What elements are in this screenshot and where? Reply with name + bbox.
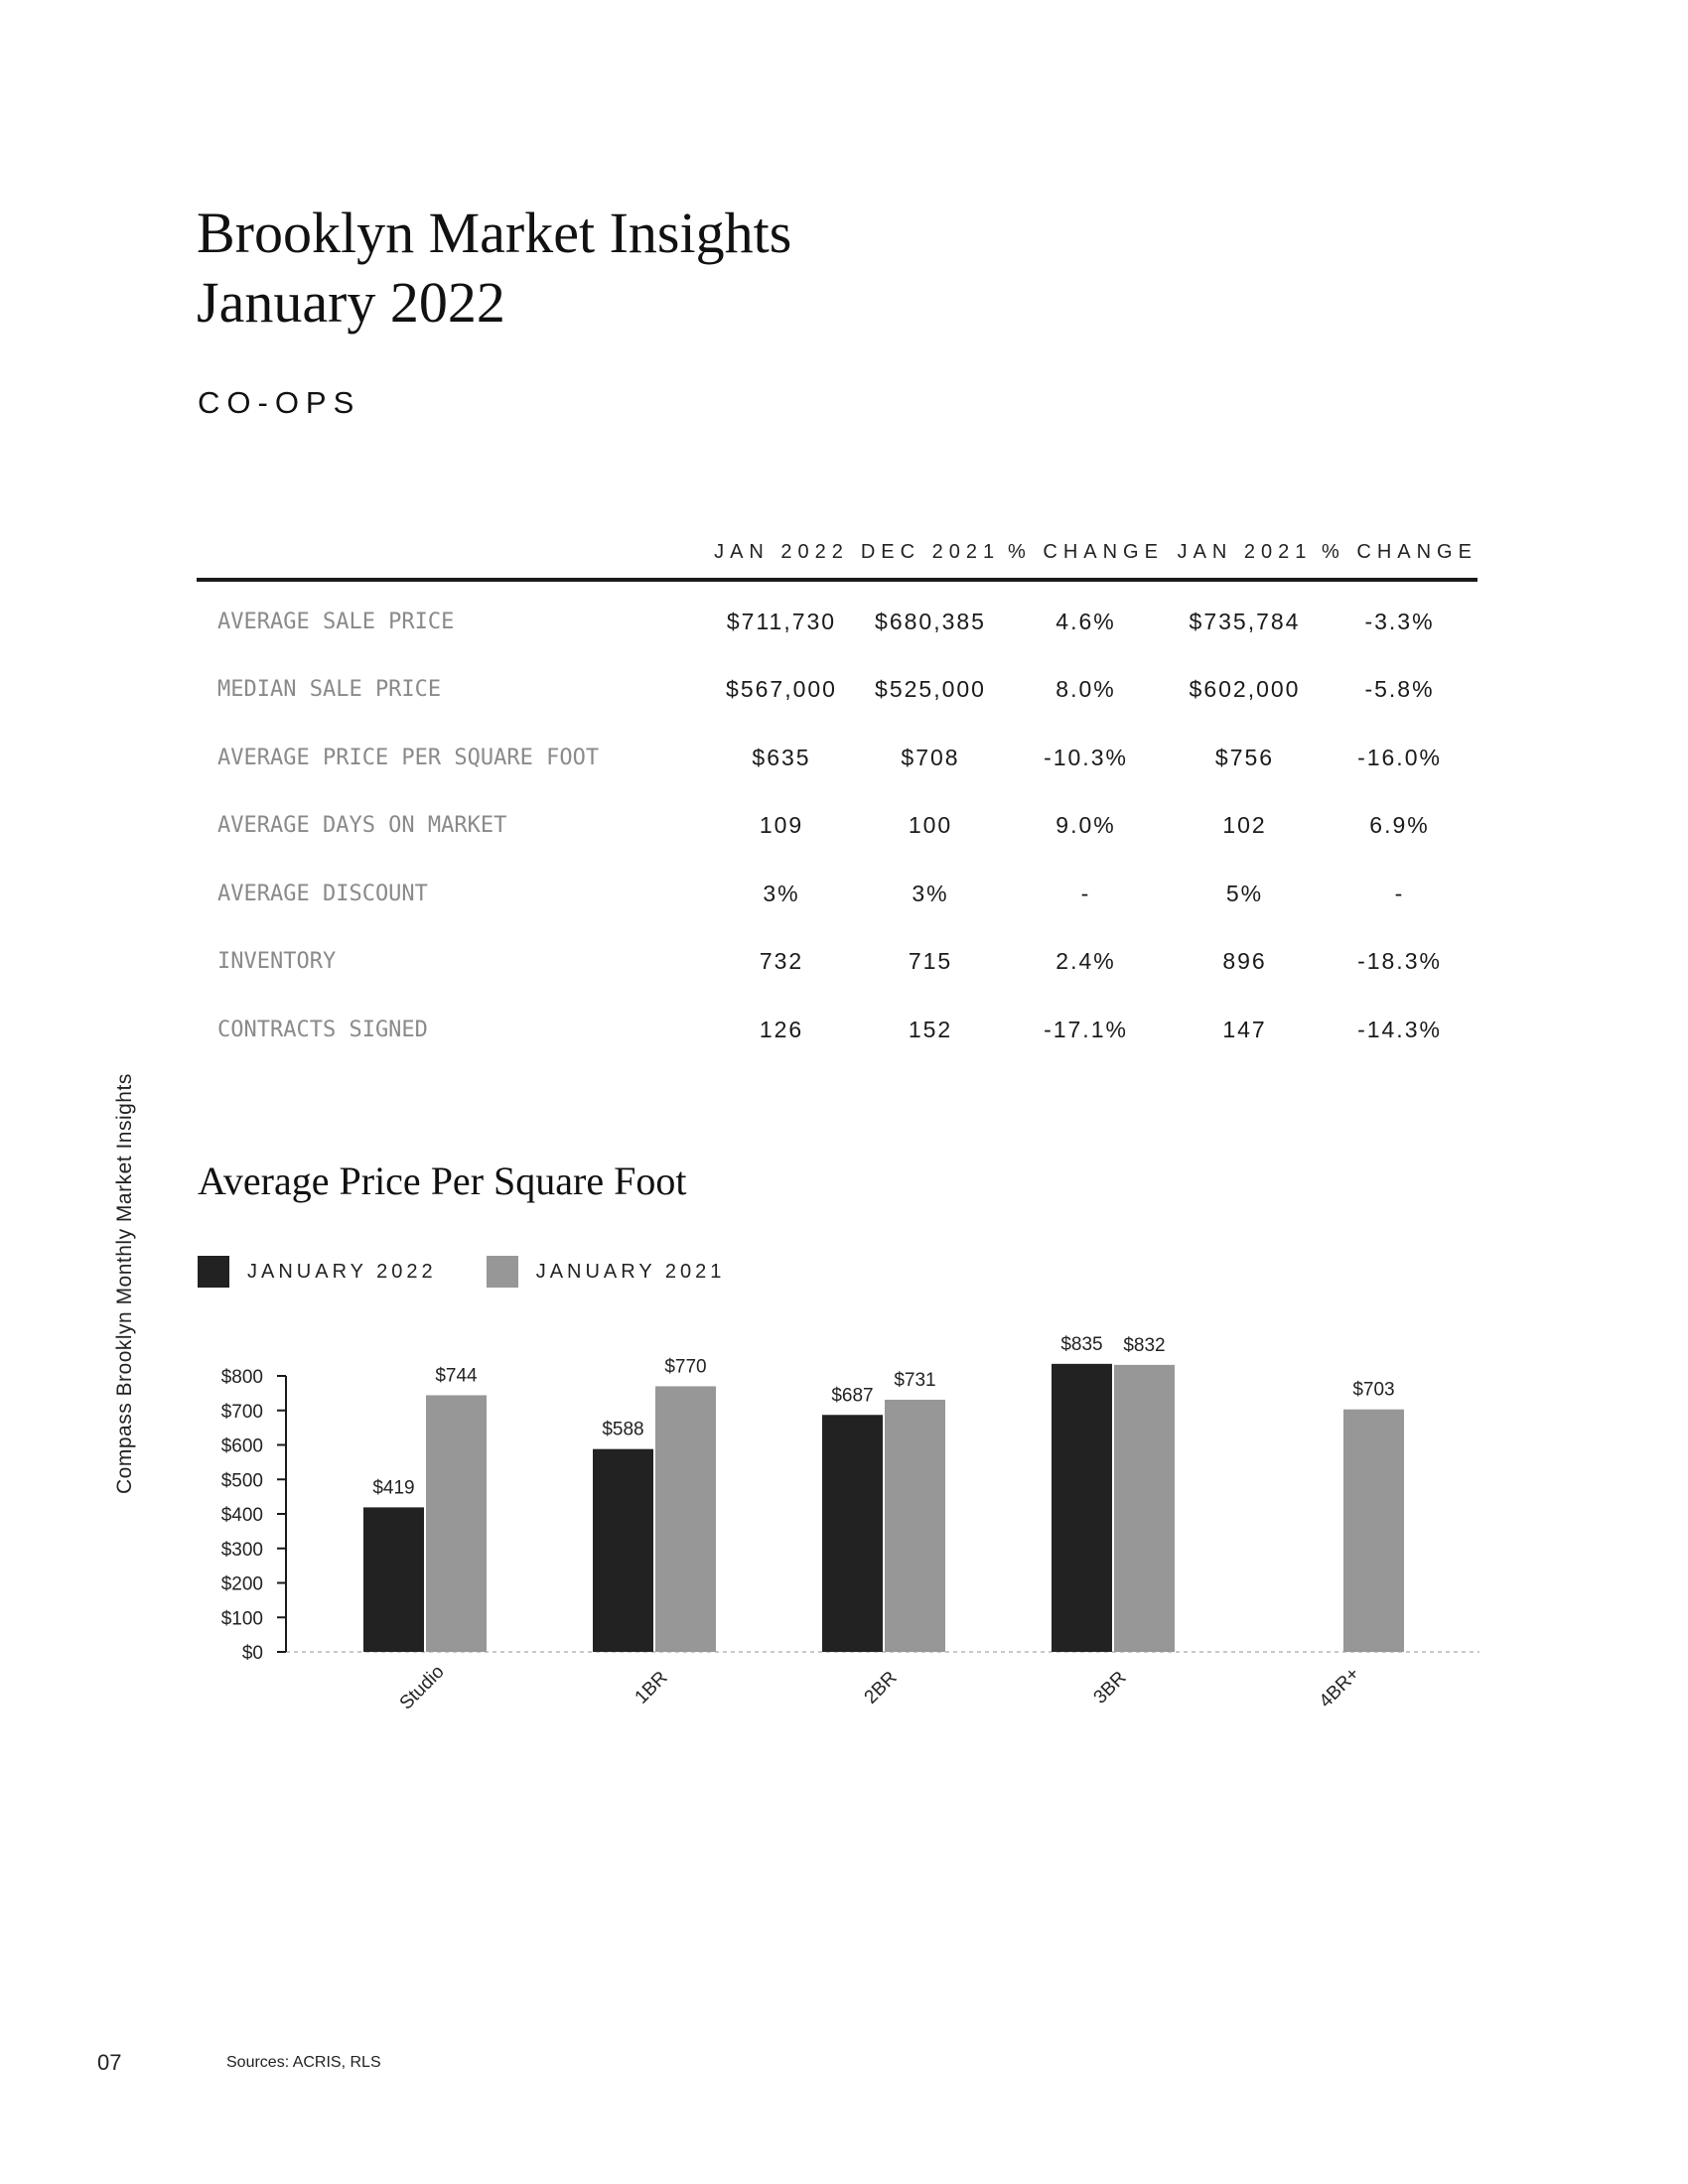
market-stats-table — [197, 526, 1477, 1064]
x-category-label: Studio — [395, 1661, 449, 1714]
bar-value-label: $419 — [372, 1477, 415, 1499]
bar-3br-jan-2021 — [1114, 1365, 1175, 1652]
y-tick-label: $600 — [220, 1435, 263, 1457]
bar-value-label: $687 — [831, 1385, 874, 1407]
header-jan-2022: JAN 2022 — [706, 526, 857, 580]
side-running-title: Compass Brooklyn Monthly Market Insights — [113, 1073, 136, 1494]
page-title — [197, 199, 791, 338]
table-cell: $708 — [901, 744, 960, 770]
metric-label: CONTRACTS SIGNED — [217, 1017, 428, 1042]
metric-label: AVERAGE DISCOUNT — [217, 881, 428, 906]
metric-label: AVERAGE PRICE PER SQUARE FOOT — [217, 745, 600, 770]
table-cell: $567,000 — [726, 676, 837, 703]
table-cell: 109 — [759, 812, 804, 839]
metric-label: MEDIAN SALE PRICE — [217, 677, 442, 703]
table-cell: 147 — [1222, 1016, 1267, 1042]
bar-4br-jan-2021 — [1343, 1410, 1404, 1652]
table-cell: 3% — [763, 880, 800, 906]
legend-item-jan-2021 — [487, 1256, 726, 1288]
table-cell: - — [1080, 880, 1091, 906]
x-category-label: 3BR — [1089, 1667, 1131, 1708]
legend-swatch-dark — [198, 1256, 229, 1288]
legend-label: JANUARY 2022 — [247, 1260, 437, 1283]
bar-value-label: $832 — [1123, 1334, 1166, 1356]
table-cell: $711,730 — [726, 608, 837, 634]
table-cell: 6.9% — [1369, 812, 1430, 839]
table-cell: $756 — [1214, 744, 1275, 770]
table-row — [197, 860, 1477, 928]
sources-note: Sources: ACRIS, RLS — [226, 2054, 381, 2071]
chart-legend — [198, 1256, 774, 1288]
y-tick-label: $800 — [220, 1367, 263, 1388]
bar-studio-jan-2022 — [363, 1507, 424, 1652]
y-tick-label: $400 — [220, 1505, 263, 1526]
header-jan-2021: JAN 2021 — [1168, 526, 1322, 580]
table-cell: -17.1% — [1044, 1016, 1128, 1042]
table-cell: -5.8% — [1364, 676, 1435, 703]
y-tick-label: $0 — [241, 1643, 263, 1664]
table-cell: -14.3% — [1357, 1016, 1442, 1042]
table-cell: $602,000 — [1189, 676, 1301, 703]
table-cell: 102 — [1222, 812, 1267, 839]
table-cell: $680,385 — [875, 608, 986, 634]
bar-studio-jan-2021 — [426, 1395, 487, 1652]
bar-chart — [0, 1310, 1688, 1757]
chart-title: Average Price Per Square Foot — [198, 1159, 687, 1203]
page-title-line-1: Brooklyn Market Insights — [197, 201, 792, 265]
y-tick-label: $500 — [220, 1470, 263, 1492]
legend-swatch-gray — [487, 1256, 518, 1288]
bar-value-label: $731 — [894, 1369, 936, 1391]
header-change-year: % CHANGE — [1322, 526, 1477, 580]
table-cell: 4.6% — [1055, 608, 1116, 634]
table-cell: 896 — [1222, 948, 1267, 975]
legend-label: JANUARY 2021 — [535, 1260, 726, 1283]
bar-value-label: $744 — [435, 1365, 478, 1387]
table-row — [197, 996, 1477, 1064]
metric-label: AVERAGE DAYS ON MARKET — [217, 813, 507, 839]
table-cell: 9.0% — [1055, 812, 1116, 839]
table-cell: -16.0% — [1357, 744, 1442, 770]
table-cell: $735,784 — [1189, 608, 1301, 634]
y-tick-label: $300 — [220, 1539, 263, 1561]
table-cell: 5% — [1225, 880, 1264, 906]
table-cell: 715 — [908, 948, 953, 975]
table-cell: 152 — [908, 1016, 953, 1042]
x-category-label: 4BR+ — [1315, 1663, 1364, 1712]
header-metric — [197, 526, 706, 580]
table-row — [197, 928, 1477, 997]
header-dec-2021: DEC 2021 — [857, 526, 1004, 580]
table-cell: 2.4% — [1055, 948, 1116, 975]
bar-1br-jan-2021 — [655, 1386, 716, 1652]
y-tick-label: $200 — [220, 1573, 263, 1595]
table-cell: -3.3% — [1364, 608, 1435, 634]
page-number: 07 — [97, 2050, 122, 2075]
y-tick-label: $100 — [220, 1608, 263, 1630]
table-cell: 732 — [759, 948, 804, 975]
table-row — [197, 792, 1477, 861]
table-cell: 126 — [759, 1016, 804, 1042]
table-cell: -18.3% — [1357, 948, 1442, 975]
bar-value-label: $703 — [1352, 1379, 1395, 1401]
section-label: CO-OPS — [198, 385, 361, 420]
page-title-line-2: January 2022 — [197, 270, 505, 335]
table-row — [197, 724, 1477, 792]
bar-value-label: $770 — [664, 1356, 707, 1378]
x-category-label: 1BR — [631, 1667, 672, 1708]
bar-3br-jan-2022 — [1052, 1364, 1112, 1652]
table-row — [197, 580, 1477, 656]
metric-label: INVENTORY — [217, 949, 337, 975]
table-cell: 8.0% — [1055, 676, 1116, 703]
table-cell: $525,000 — [875, 676, 986, 703]
table-cell: 3% — [912, 880, 949, 906]
table-cell: 100 — [908, 812, 953, 839]
header-change-month: % CHANGE — [1004, 526, 1168, 580]
metric-label: AVERAGE SALE PRICE — [217, 609, 455, 634]
bar-2br-jan-2022 — [822, 1415, 883, 1652]
table-cell: $635 — [752, 744, 811, 770]
table-row — [197, 656, 1477, 725]
y-tick-label: $700 — [220, 1401, 263, 1423]
table-cell: -10.3% — [1044, 744, 1128, 770]
table-header-row — [197, 526, 1477, 580]
x-category-label: 2BR — [860, 1667, 902, 1708]
bar-2br-jan-2021 — [885, 1400, 945, 1652]
legend-item-jan-2022 — [198, 1256, 437, 1288]
bar-value-label: $588 — [602, 1419, 644, 1440]
bar-1br-jan-2022 — [593, 1449, 653, 1652]
bar-value-label: $835 — [1060, 1333, 1103, 1355]
table-cell: - — [1394, 880, 1405, 906]
